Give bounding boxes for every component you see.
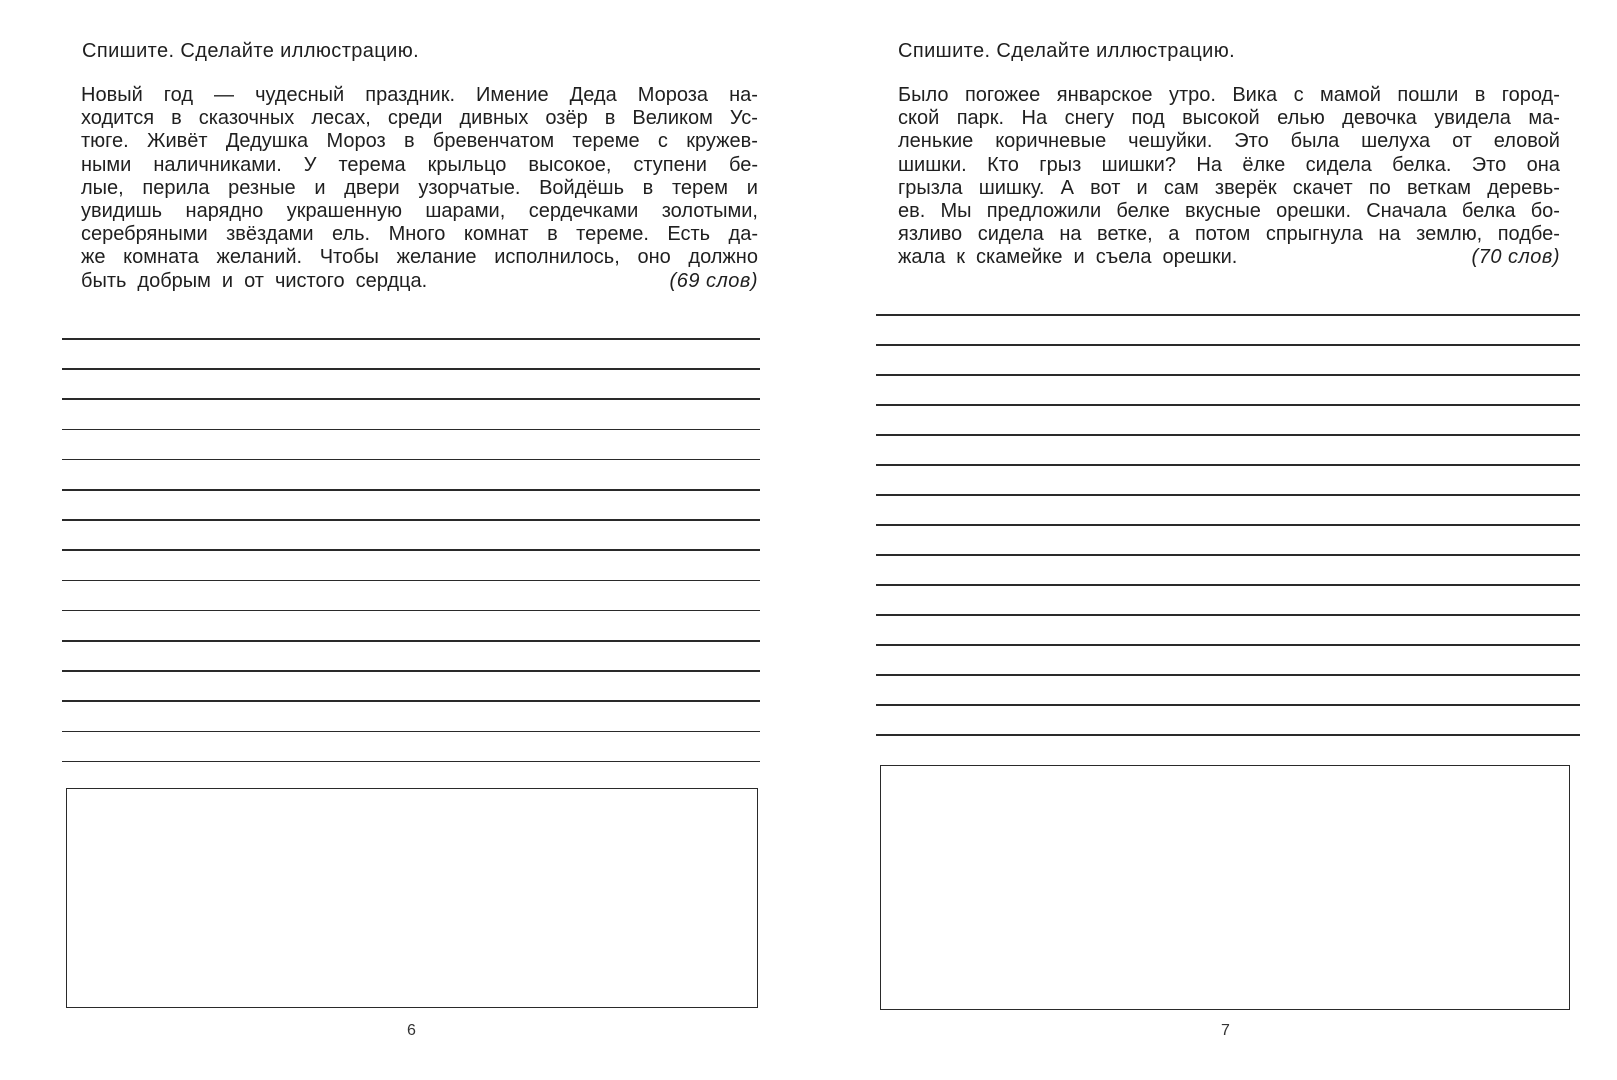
word: Великом xyxy=(632,107,713,130)
writing-line[interactable] xyxy=(876,434,1580,436)
word: еловой xyxy=(1493,130,1560,153)
word: в xyxy=(171,107,182,130)
word: орешки. xyxy=(1276,199,1352,222)
word: сказочных xyxy=(198,107,295,130)
word: чешуйки. xyxy=(1128,130,1213,153)
word: деревь- xyxy=(1487,176,1560,199)
word: а xyxy=(1168,223,1180,246)
word: тереме. xyxy=(576,223,649,246)
word: Деда xyxy=(569,84,617,106)
word: дивных xyxy=(459,107,529,130)
word: ев. xyxy=(898,199,926,222)
writing-line[interactable] xyxy=(876,554,1580,556)
writing-line[interactable] xyxy=(876,404,1580,406)
writing-line[interactable] xyxy=(876,374,1580,376)
word: серебряными xyxy=(81,223,208,246)
word: в xyxy=(547,223,558,246)
word: в xyxy=(642,176,654,199)
word: среди xyxy=(387,107,443,130)
text-line xyxy=(81,223,758,246)
word: белке xyxy=(1116,199,1170,222)
word: чистого xyxy=(274,269,345,292)
word: украшенную xyxy=(286,199,402,222)
word: Ус- xyxy=(729,107,758,130)
text-line xyxy=(898,107,1560,130)
text-line xyxy=(81,270,758,293)
illustration-box[interactable] xyxy=(66,788,758,1008)
word: должно xyxy=(688,246,758,269)
word: шишки. xyxy=(898,153,967,176)
word: добрым xyxy=(137,269,211,292)
word: сам xyxy=(1163,176,1199,199)
text-line xyxy=(898,84,1560,107)
word: к xyxy=(956,246,966,269)
word: сидела xyxy=(977,223,1044,246)
word: резные xyxy=(228,176,296,199)
writing-line[interactable] xyxy=(62,670,760,672)
word: коричневые xyxy=(995,130,1107,153)
word: На xyxy=(1021,107,1048,130)
word: терем xyxy=(671,176,729,199)
word: в xyxy=(604,107,616,130)
word: ской xyxy=(898,107,940,130)
word: кружев- xyxy=(686,130,758,153)
word: высокой xyxy=(1182,107,1260,130)
word: жала xyxy=(898,246,946,269)
word: и xyxy=(221,269,234,292)
text-line xyxy=(898,200,1560,223)
instruction: Спишите. Сделайте иллюстрацию. xyxy=(82,40,420,62)
word-count: (69 слов) xyxy=(669,269,758,292)
word: наличниками. xyxy=(153,153,282,176)
word: двери xyxy=(344,176,400,199)
word: сидела xyxy=(1305,153,1372,176)
word: высокое, xyxy=(528,153,612,176)
word: лесах, xyxy=(311,107,371,130)
word: она xyxy=(1526,153,1560,176)
text-line xyxy=(81,107,758,130)
writing-line[interactable] xyxy=(876,464,1580,466)
word: оно xyxy=(637,246,671,269)
word: белка. xyxy=(1392,153,1452,176)
text-line xyxy=(898,130,1560,153)
page-number: 6 xyxy=(407,1022,416,1039)
word: зверёк xyxy=(1214,176,1277,199)
word-count: (70 слов) xyxy=(1471,246,1560,269)
word: сердечками xyxy=(528,199,639,222)
word: Чтобы xyxy=(319,246,379,269)
word: чудесный xyxy=(255,84,345,106)
writing-line[interactable] xyxy=(876,524,1580,526)
word: Это xyxy=(1471,153,1507,176)
word: сердца. xyxy=(355,269,428,292)
word: Это xyxy=(1234,130,1269,153)
page-number: 7 xyxy=(1221,1022,1230,1039)
word: шишку. xyxy=(978,176,1045,199)
word: бо- xyxy=(1530,199,1560,222)
word: комната xyxy=(123,246,199,269)
writing-line[interactable] xyxy=(876,734,1580,736)
word: мамой xyxy=(1320,84,1381,106)
word: город- xyxy=(1501,84,1560,106)
writing-line[interactable] xyxy=(876,644,1580,646)
text-line xyxy=(81,200,758,223)
writing-line[interactable] xyxy=(62,700,760,702)
writing-line[interactable] xyxy=(62,368,760,370)
writing-line[interactable] xyxy=(62,489,760,491)
text-line xyxy=(898,223,1560,246)
word: орешки. xyxy=(1162,246,1238,269)
writing-line[interactable] xyxy=(62,640,760,642)
word: тереме xyxy=(572,130,640,153)
word: бревенчатом xyxy=(432,130,555,153)
word: вкусные xyxy=(1185,199,1261,222)
word: бе- xyxy=(728,153,758,176)
writing-line[interactable] xyxy=(62,398,760,400)
word: снегу xyxy=(1064,107,1115,130)
word: Много xyxy=(388,223,446,246)
word: Живёт xyxy=(147,130,208,153)
word: ель. xyxy=(331,223,371,246)
word: озёр xyxy=(545,107,588,130)
word: Мороз xyxy=(326,130,386,153)
writing-line[interactable] xyxy=(876,674,1580,676)
word: праздник. xyxy=(365,84,456,106)
word: ленькие xyxy=(898,130,974,153)
word: с xyxy=(657,130,668,153)
word: ными xyxy=(81,153,132,176)
instruction: Спишите. Сделайте иллюстрацию. xyxy=(898,40,1236,62)
word: веткам xyxy=(1406,176,1472,199)
word: исполнилось, xyxy=(494,246,620,269)
word: в xyxy=(1474,84,1486,106)
word: в xyxy=(403,130,415,153)
word: А xyxy=(1060,176,1074,199)
word: скамейке xyxy=(976,246,1063,269)
word: шишки? xyxy=(1101,153,1176,176)
word: нарядно xyxy=(185,199,264,222)
word: желание xyxy=(396,246,477,269)
word: быть xyxy=(81,269,127,292)
word: и xyxy=(1136,176,1148,199)
text-line xyxy=(81,177,758,200)
word: с xyxy=(1293,84,1304,106)
text-line xyxy=(81,154,758,177)
word: ходится xyxy=(81,107,155,130)
writing-line[interactable] xyxy=(62,519,760,521)
word: белка xyxy=(1461,199,1516,222)
word: Войдёшь xyxy=(539,176,624,199)
word: У xyxy=(303,153,317,176)
word: ёлке xyxy=(1242,153,1286,176)
word: же xyxy=(81,246,106,269)
word: предложили xyxy=(986,199,1102,222)
writing-line[interactable] xyxy=(876,314,1580,316)
word: утро. xyxy=(1168,84,1216,106)
word: на- xyxy=(729,84,758,106)
text-line xyxy=(81,246,758,269)
word: ступени xyxy=(633,153,707,176)
word: Мы xyxy=(940,199,972,222)
word: под xyxy=(1131,107,1165,130)
text-line xyxy=(898,154,1560,177)
word: звёздами xyxy=(226,223,314,246)
word: лые, xyxy=(81,176,124,199)
word: терема xyxy=(338,153,406,176)
word: золотыми, xyxy=(661,199,758,222)
word: погожее xyxy=(964,84,1041,106)
word: — xyxy=(214,84,235,106)
word: пошли xyxy=(1397,84,1459,106)
word: подбе- xyxy=(1497,223,1560,246)
word: Мороза xyxy=(637,84,709,106)
writing-line[interactable] xyxy=(62,429,760,431)
word: Дедушка xyxy=(225,130,309,153)
word: узорчатые. xyxy=(418,176,521,199)
word: комнат xyxy=(463,223,529,246)
word: спрыгнула xyxy=(1265,223,1363,246)
word: перила xyxy=(142,176,210,199)
dictation-text xyxy=(81,84,758,293)
word: Кто xyxy=(987,153,1019,176)
word: шелуха xyxy=(1361,130,1431,153)
word: Было xyxy=(898,84,949,106)
word: Сначала xyxy=(1366,199,1447,222)
word: землю, xyxy=(1416,223,1483,246)
writing-line[interactable] xyxy=(62,761,760,763)
writing-line[interactable] xyxy=(62,731,760,733)
word: от xyxy=(1452,130,1472,153)
word: елью xyxy=(1277,107,1325,130)
writing-line[interactable] xyxy=(62,549,760,551)
writing-line[interactable] xyxy=(876,344,1580,346)
word: скачет xyxy=(1292,176,1353,199)
writing-line[interactable] xyxy=(62,610,760,612)
word: да- xyxy=(728,223,758,246)
word: вот xyxy=(1090,176,1121,199)
writing-line[interactable] xyxy=(876,704,1580,706)
word: съела xyxy=(1095,246,1152,269)
writing-line[interactable] xyxy=(62,580,760,582)
text-line xyxy=(898,177,1560,200)
right-page xyxy=(808,0,1617,1080)
word: январское xyxy=(1056,84,1153,106)
word: Имение xyxy=(476,84,549,106)
word: год xyxy=(163,84,193,106)
word: Новый xyxy=(81,84,143,106)
word: На xyxy=(1196,153,1222,176)
writing-line[interactable] xyxy=(876,584,1580,586)
word: потом xyxy=(1194,223,1251,246)
word: грызла xyxy=(898,176,963,199)
text-line xyxy=(81,84,758,107)
word: по xyxy=(1368,176,1391,199)
word: и xyxy=(746,176,758,199)
word: Есть xyxy=(667,223,711,246)
word: ма- xyxy=(1528,107,1560,130)
word: на xyxy=(1059,223,1082,246)
text-line xyxy=(81,130,758,153)
word: тюге. xyxy=(81,130,129,153)
word: шарами, xyxy=(425,199,506,222)
word: увидела xyxy=(1434,107,1511,130)
word: была xyxy=(1290,130,1340,153)
word: увидишь xyxy=(81,199,163,222)
illustration-box[interactable] xyxy=(880,765,1570,1010)
word: от xyxy=(244,269,264,292)
writing-line[interactable] xyxy=(876,614,1580,616)
left-page xyxy=(0,0,808,1080)
word: крыльцо xyxy=(427,153,507,176)
word: на xyxy=(1378,223,1401,246)
writing-line[interactable] xyxy=(62,459,760,461)
word: грыз xyxy=(1039,153,1082,176)
word: и xyxy=(1073,246,1085,269)
word: и xyxy=(314,176,326,199)
dictation-text xyxy=(898,84,1560,270)
word: желаний. xyxy=(216,246,303,269)
word: парк. xyxy=(956,107,1005,130)
word: Вика xyxy=(1232,84,1278,106)
word: язливо xyxy=(898,223,963,246)
writing-line[interactable] xyxy=(62,338,760,340)
writing-line[interactable] xyxy=(876,494,1580,496)
word: девочка xyxy=(1342,107,1417,130)
word: ветке, xyxy=(1097,223,1153,246)
text-line xyxy=(898,246,1560,269)
